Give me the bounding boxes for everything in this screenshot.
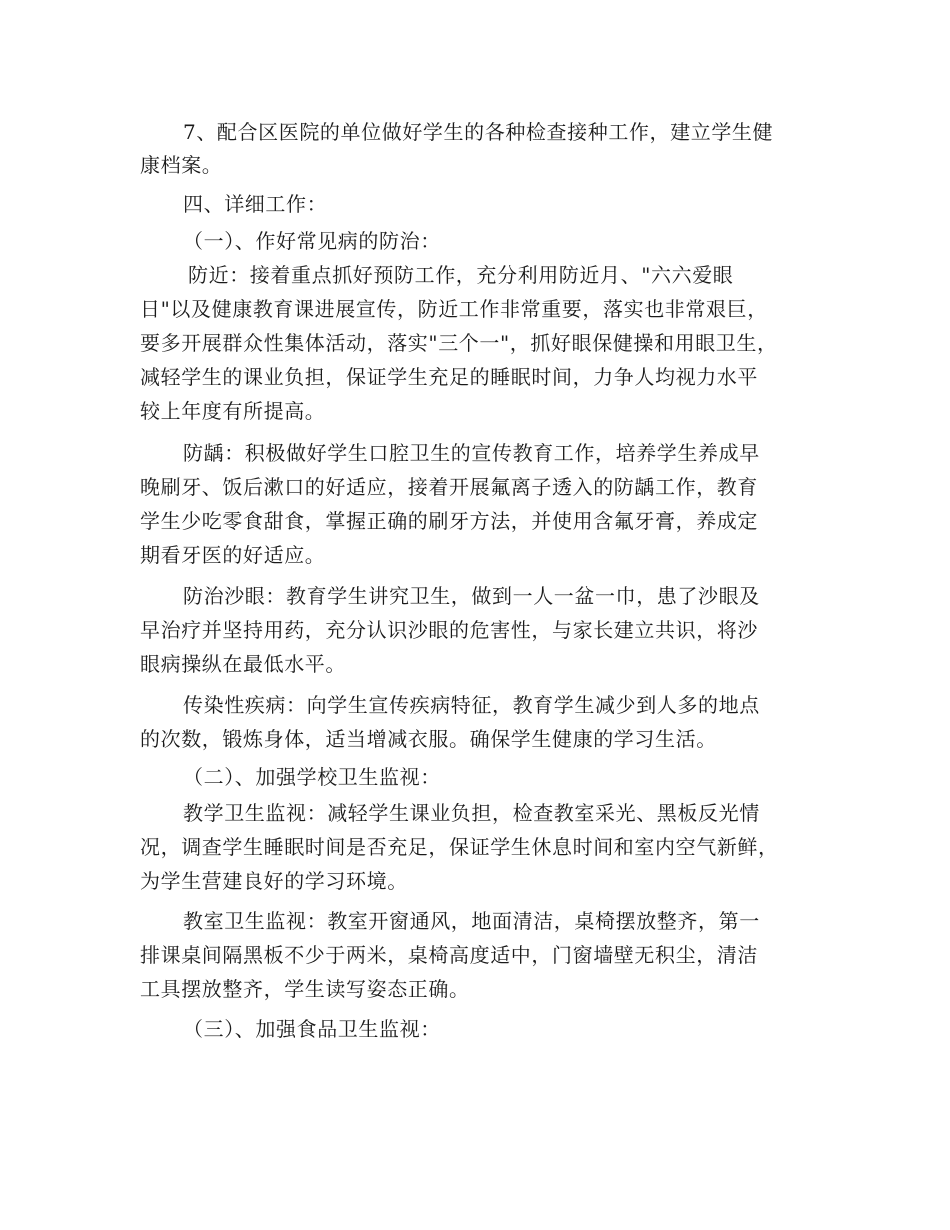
text-line: 为学生营建良好的学习环境。 — [140, 869, 408, 893]
text-line: 防近：接着重点抓好预防工作，充分利用防近月、"六六爱眼 — [188, 263, 734, 287]
text-line: 7、配合区医院的单位做好学生的各种检查接种工作，建立学生健 — [183, 120, 774, 144]
text-line: 眼病操纵在最低水平。 — [140, 652, 346, 676]
text-line: 减轻学生的课业负担，保证学生充足的睡眠时间，力争人均视力水平 — [140, 365, 758, 389]
text-line: 工具摆放整齐，学生读写姿态正确。 — [140, 977, 470, 1001]
subsection-heading: （二）、加强学校卫生监视： — [183, 765, 441, 789]
text-line: 传染性疾病：向学生宣传疾病特征，教育学生减少到人多的地点 — [183, 693, 760, 717]
text-line: 的次数，锻炼身体，适当增减衣服。确保学生健康的学习生活。 — [140, 727, 717, 751]
text-line: 康档案。 — [140, 153, 223, 177]
text-line: 排课桌间隔黑板不少于两米，桌椅高度适中，门窗墙壁无积尘，清洁 — [140, 943, 758, 967]
text-line: 防治沙眼：教育学生讲究卫生，做到一人一盆一巾，患了沙眼及 — [183, 584, 760, 608]
text-line: 教学卫生监视：减轻学生课业负担，检查教室采光、黑板反光情 — [183, 801, 760, 825]
subsection-heading: （三）、加强食品卫生监视： — [183, 1017, 441, 1041]
text-line: 防龋：积极做好学生口腔卫生的宣传教育工作，培养学生养成早 — [183, 441, 760, 465]
text-line: 教室卫生监视：教室开窗通风，地面清洁，桌椅摆放整齐，第一 — [183, 909, 760, 933]
section-heading: 四、详细工作： — [183, 192, 328, 216]
text-line: 日"以及健康教育课进展宣传，防近工作非常重要，落实也非常艰巨， — [140, 297, 768, 321]
text-line: 早治疗并坚持用药，充分认识沙眼的危害性，与家长建立共识，将沙 — [140, 618, 758, 642]
text-line: 况，调查学生睡眠时间是否充足，保证学生休息时间和室内空气新鲜， — [140, 835, 779, 859]
text-line: 学生少吃零食甜食，掌握正确的刷牙方法，并使用含氟牙膏，养成定 — [140, 509, 758, 533]
text-line: 较上年度有所提高。 — [140, 399, 326, 423]
text-line: 晚刷牙、饭后漱口的好适应，接着开展氟离子透入的防龋工作，教育 — [140, 475, 758, 499]
text-line: 要多开展群众性集体活动，落实"三个一"，抓好眼保健操和用眼卫生， — [140, 331, 778, 355]
text-line: 期看牙医的好适应。 — [140, 543, 326, 567]
subsection-heading: （一）、作好常见病的防治： — [183, 229, 441, 253]
